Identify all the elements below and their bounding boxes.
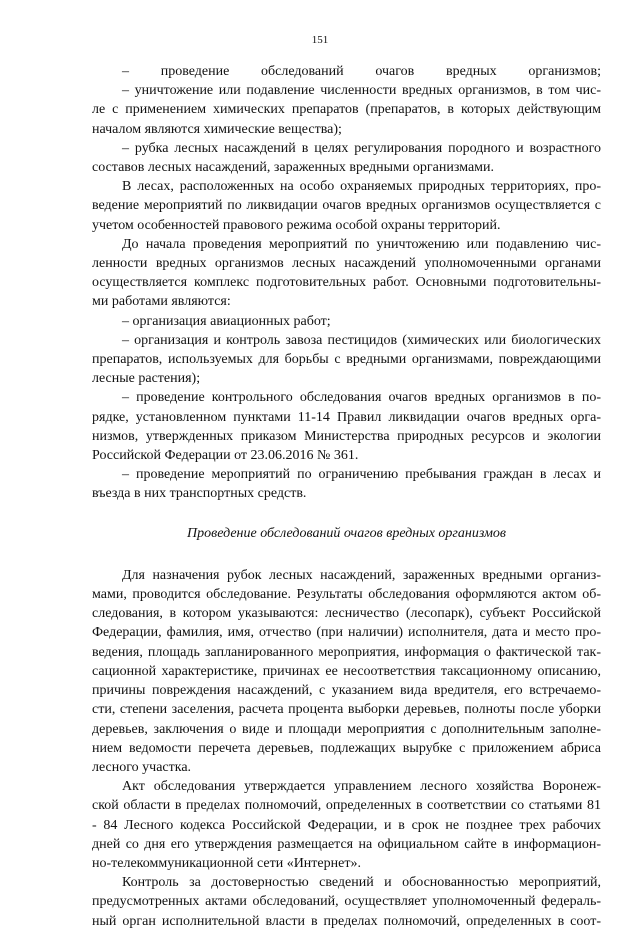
text-line: ведения, площадь запланированного мероприятия, информация о фактической так- [92, 644, 601, 660]
text-line: Акт обследования утверждается управлением лесного хозяйства Воронеж- [122, 779, 601, 795]
text-line: деревьев, заключения о виде и площади мероприятия с дополнительным заполне- [92, 721, 601, 737]
text-line: дней со дня его утверждения размещается на официальном сайте в информацион- [92, 836, 601, 852]
text-line: предусмотренных актами обследований, осуществляет уполномоченный федераль- [92, 894, 601, 910]
text-line: препаратов, используемых для борьбы с вредными организмами, повреждающими [92, 352, 601, 368]
text-line: ми работами являются: [92, 294, 231, 310]
text-line: лесного участка. [92, 759, 192, 775]
text-line: въезда в них транспортных средств. [92, 486, 307, 502]
text-line: причины повреждения насаждений, с указанием вида вредителя, его встречаемо- [92, 683, 601, 699]
text-line: сационной характеристике, причинах ее несоответствия таксационному описанию, [92, 663, 601, 679]
text-line: следования, в котором указываются: лесничество (лесопарк), субъект Российской [92, 606, 601, 622]
text-line: осуществляется комплекс подготовительных работ. Основными подготовительны- [92, 275, 601, 291]
text-line: – организация авиационных работ; [122, 313, 331, 329]
document-body [92, 62, 601, 931]
text-line: началом являются химические вещества); [92, 121, 342, 137]
text-line: рядке, установленном пунктами 11-14 Правил ликвидации очагов вредных орга- [92, 409, 601, 425]
text-line: В лесах, расположенных на особо охраняемых природных территориях, про- [122, 179, 601, 195]
text-line: – уничтожение или подавление численности вредных организмов, в том чис- [122, 83, 601, 99]
text-line: – проведение контрольного обследования очагов вредных организмов в по- [122, 390, 601, 406]
text-line: нием ведомости перечета деревьев, подлежащих вырубке с приложением абриса [92, 740, 601, 756]
text-line: составов лесных насаждений, зараженных вредными организмами. [92, 160, 495, 176]
text-line: До начала проведения мероприятий по уничтожению или подавлению чис- [122, 236, 601, 252]
text-line: – проведение мероприятий по ограничению пребывания граждан в лесах и [122, 467, 601, 483]
text-line: ведение мероприятий по ликвидации очагов вредных организмов осуществляется с [92, 198, 601, 214]
text-line: Российской Федерации от 23.06.2016 № 361. [92, 448, 359, 464]
text-line: низмов, утвержденных приказом Министерства природных ресурсов и экологии [92, 428, 601, 444]
text-line: мами, проводится обследование. Результаты обследования оформляются актом об- [92, 587, 601, 603]
text-line: Федерации, фамилия, имя, отчество (при наличии) исполнителя, дата и место про- [92, 625, 601, 641]
text-line: - 84 Лесного кодекса Российской Федерации, и в срок не позднее трех рабочих [92, 817, 601, 833]
text-line: Контроль за достоверностью сведений и обоснованностью мероприятий, [122, 875, 601, 891]
text-line: ный орган исполнительной власти в пределах полномочий, определенных в соот- [92, 913, 601, 929]
text-line: – рубка лесных насаждений в целях регулирования породного и возрастного [122, 140, 601, 156]
text-line: ленности вредных организмов лесных насаждений уполномоченными органами [92, 256, 601, 272]
text-line: – организация и контроль завоза пестицидов (химических или биологических [122, 332, 601, 348]
text-line: ской области в пределах полномочий, определенных в соответствии со статьями 81 [92, 798, 601, 814]
text-line: ле с применением химических препаратов (препаратов, в которых действующим [92, 102, 601, 118]
text-line: Для назначения рубок лесных насаждений, зараженных вредными организ- [122, 567, 601, 583]
text-line: учетом особенностей правового режима особой охраны территорий. [92, 217, 501, 233]
text-line: но-телекоммуникационной сети «Интернет». [92, 855, 361, 871]
section-heading: Проведение обследований очагов вредных организмов [187, 525, 506, 541]
text-line: – проведение обследований очагов вредных организмов; [122, 64, 601, 79]
text-line: лесные растения); [92, 371, 201, 387]
page-number: 151 [311, 34, 329, 46]
text-line: сти, степени заселения, расчета процента выборки деревьев, полноты после уборки [92, 702, 601, 718]
